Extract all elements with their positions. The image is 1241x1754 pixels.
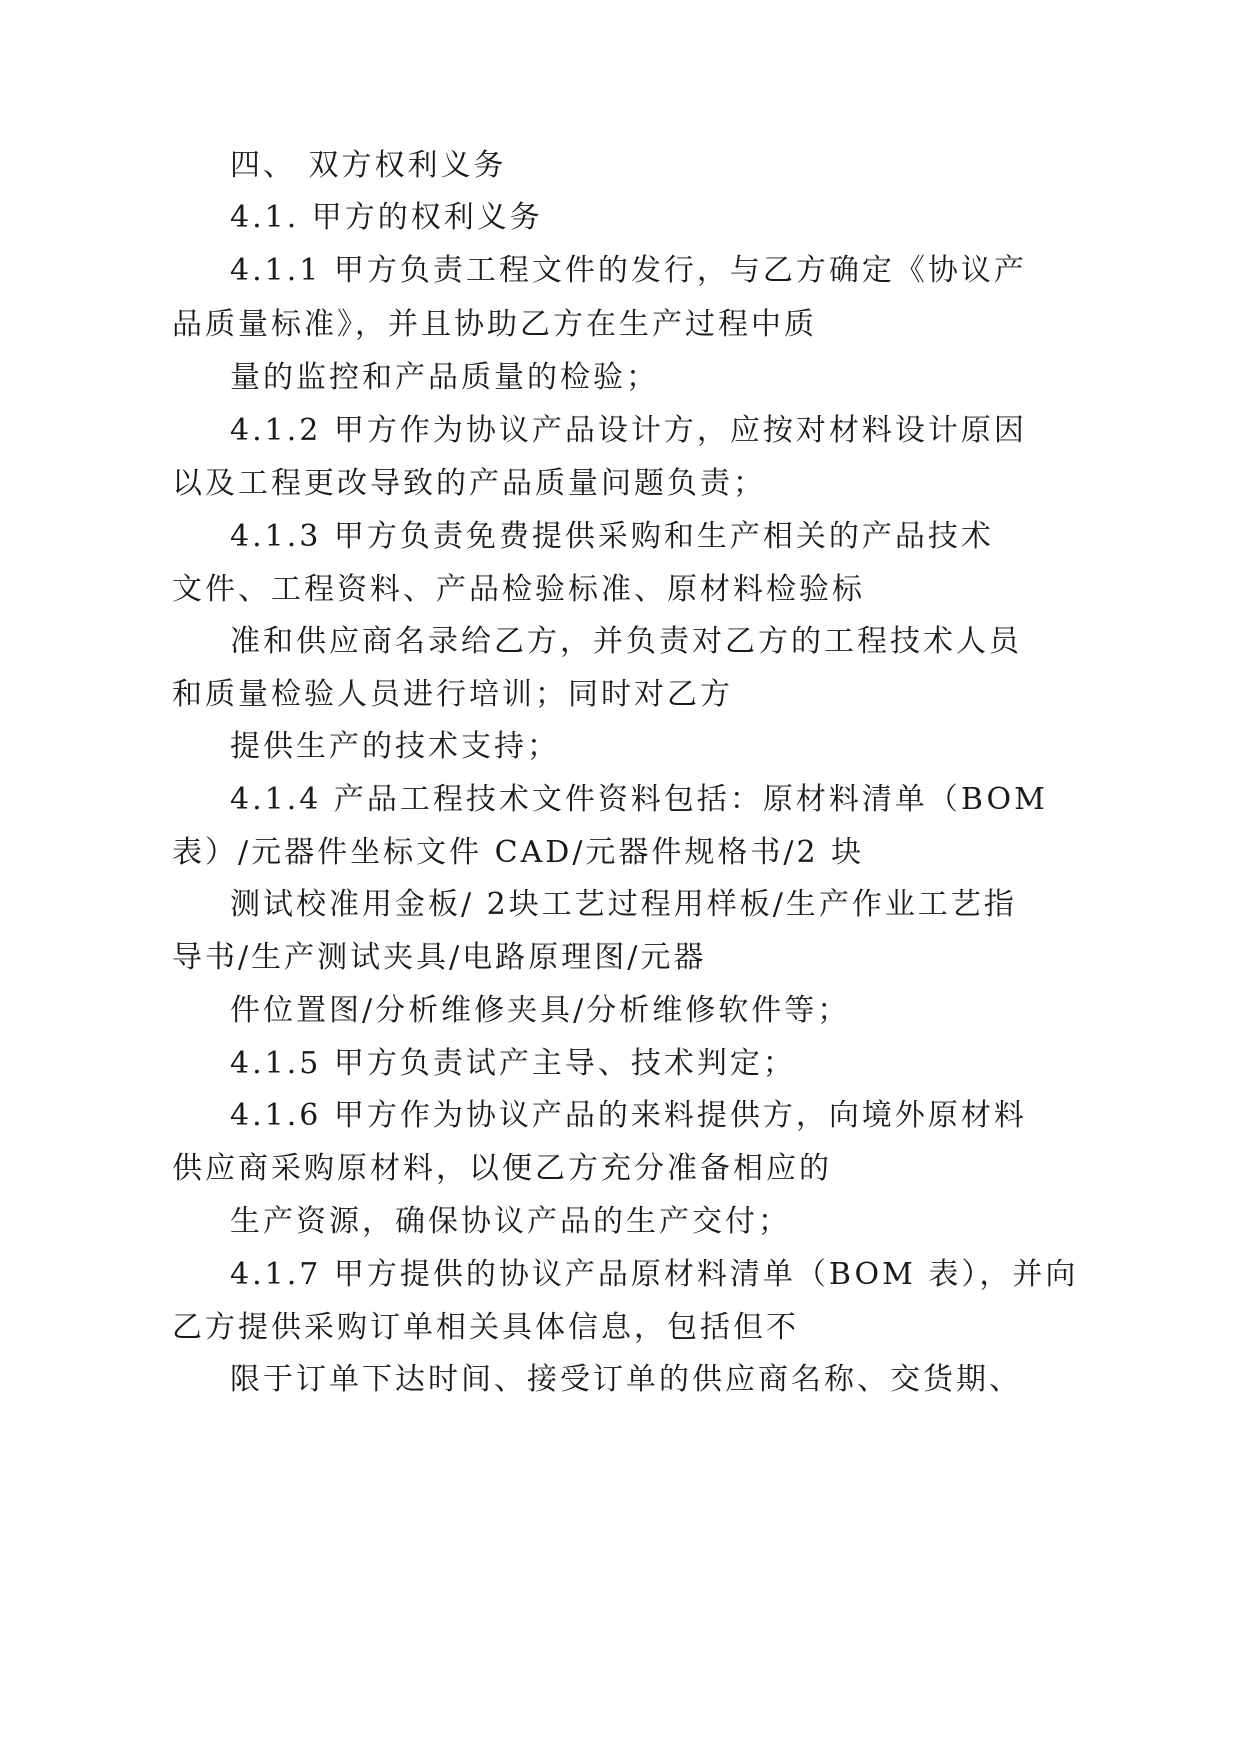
text-line: 导书/生产测试夹具/电路原理图/元器 (172, 940, 707, 975)
text-line: 文件、工程资料、产品检验标准、原材料检验标 (172, 572, 865, 607)
text-line: 生产资源，确保协议产品的生产交付； (230, 1204, 791, 1239)
text-line: 4.1.6 甲方作为协议产品的来料提供方，向境外原材料 (230, 1098, 1027, 1133)
text-line: 4.1.5 甲方负责试产主导、技术判定； (230, 1046, 796, 1081)
text-line: 表）/元器件坐标文件 CAD/元器件规格书/2 块 (172, 835, 865, 870)
text-line: 乙方提供采购订单相关具体信息，包括但不 (172, 1310, 799, 1345)
text-line: 量的监控和产品质量的检验； (230, 360, 659, 395)
text-line: 供应商采购原材料，以便乙方充分准备相应的 (172, 1151, 832, 1186)
text-line: 测试校准用金板/ 2块工艺过程用样板/生产作业工艺指 (230, 887, 1017, 922)
text-line: 和质量检验人员进行培训；同时对乙方 (172, 677, 733, 712)
text-line: 4.1.3 甲方负责免费提供采购和生产相关的产品技术 (230, 519, 994, 554)
text-line: 提供生产的技术支持； (230, 729, 560, 764)
text-line: 4.1.1 甲方负责工程文件的发行，与乙方确定《协议产 (230, 253, 1027, 288)
text-line: 4.1.7 甲方提供的协议产品原材料清单（BOM 表），并向 (230, 1257, 1079, 1292)
subsection-heading: 4.1. 甲方的权利义务 (230, 200, 543, 235)
text-line: 件位置图/分析维修夹具/分析维修软件等； (230, 993, 851, 1028)
section-heading: 四、 双方权利义务 (230, 148, 507, 183)
text-line: 以及工程更改导致的产品质量问题负责； (172, 466, 766, 501)
text-line: 准和供应商名录给乙方，并负责对乙方的工程技术人员 (230, 624, 1022, 659)
text-line: 4.1.4 产品工程技术文件资料包括：原材料清单（BOM (230, 782, 1048, 817)
text-line: 4.1.2 甲方作为协议产品设计方，应按对材料设计原因 (230, 413, 1027, 448)
text-line: 品质量标准》，并且协助乙方在生产过程中质 (172, 307, 817, 342)
text-line: 限于订单下达时间、接受订单的供应商名称、交货期、 (230, 1362, 1022, 1397)
